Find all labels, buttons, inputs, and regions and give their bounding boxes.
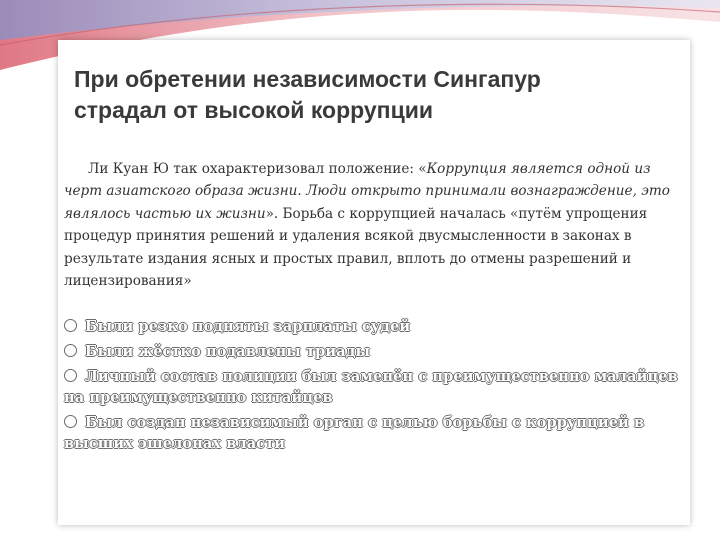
slide-title: [74, 64, 674, 126]
bullet-text: Был создан независимый орган с целью борьбы с коррупцией в высших эшелонах власти: [64, 414, 645, 452]
circle-bullet-icon: [64, 415, 77, 428]
list-item: [64, 412, 686, 454]
measures-bullet-list: [64, 316, 686, 458]
quote-intro: Ли Куан Ю так охарактеризовал положение: «: [88, 161, 427, 177]
slide-title-line: страдал от высокой коррупции: [74, 97, 433, 123]
circle-bullet-icon: [64, 369, 77, 382]
bullet-text: Были резко подняты зарплаты судей: [85, 318, 411, 335]
list-item: [64, 316, 686, 337]
slide-title-line: При обретении независимости Сингапур: [74, 66, 541, 92]
quote-paragraph: [64, 158, 684, 292]
quote-rest: ». Борьба с коррупцией началась «путём упрощения процедур принятия решений и удаления всякой двусмысленности в законах в результате издания ясных и простых правил, вплоть до отмены разрешений и лицензирования»: [64, 205, 648, 290]
bullet-text: Были жёстко подавлены триады: [85, 343, 371, 360]
list-item: [64, 341, 686, 362]
circle-bullet-icon: [64, 319, 77, 332]
list-item: [64, 366, 686, 408]
quote-italic-text: Коррупция является одной из черт азиатского образа жизни. Люди открыто принимали вознаграждение, это являлось частью их жизни: [64, 161, 670, 222]
bullet-text: Личный состав полиции был заменён с преимущественно малайцев на преимущественно китайцев: [64, 368, 678, 406]
circle-bullet-icon: [64, 344, 77, 357]
